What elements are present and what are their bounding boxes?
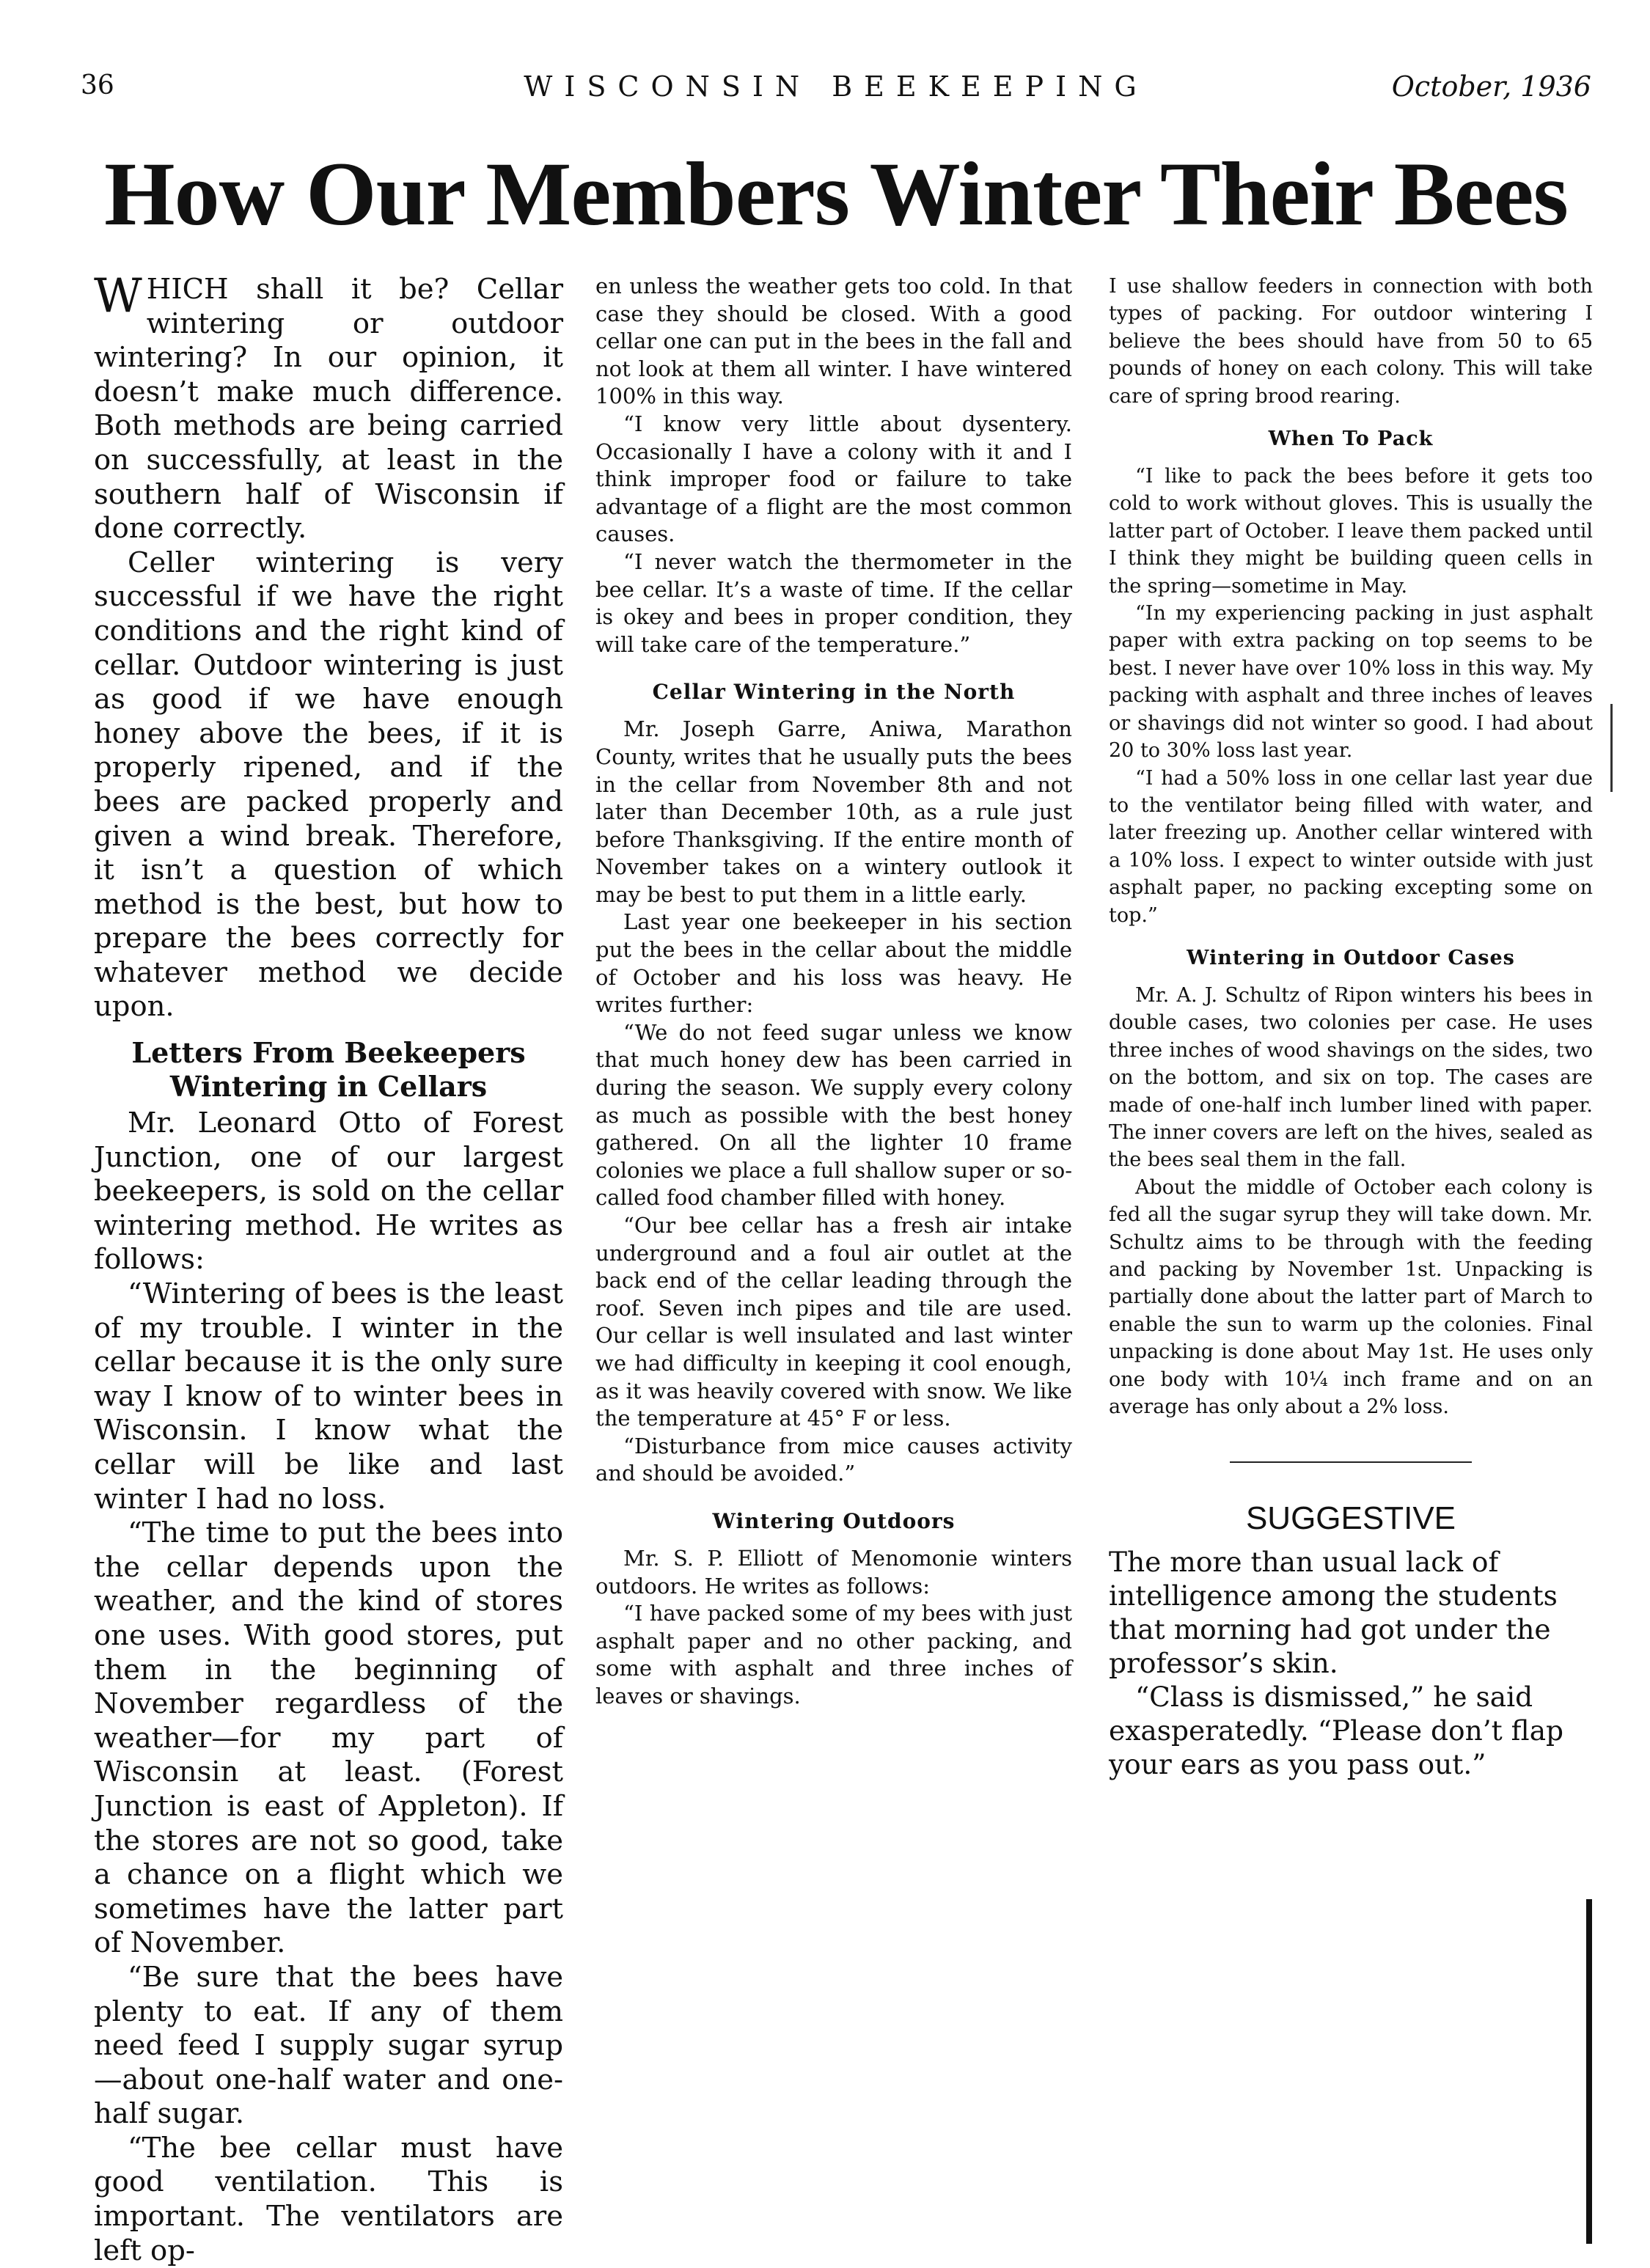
paragraph: “Our bee cellar has a fresh air intake underground and a foul air outlet at the back end of the cellar leading through the roof. Seven inch pipes and tile are used. Our cellar is well insulated and last winter we had difficulty in keeping it cool enough, as it was heavily covered with snow. We like the temperature at 45° F or less.: [595, 1213, 1072, 1431]
suggestive-box: [1109, 1500, 1593, 1781]
margin-mark: [1610, 704, 1613, 792]
paragraph: “I know very little about dysentery. Occasionally I have a colony with it and I think improper food or failure to take advantage of a flight are the most common causes.: [595, 411, 1072, 547]
paragraph: I use shallow feeders in connection with both types of packing. For outdoor wintering I believe the bees should have from 50 to 65 pounds of honey on each colony. This will take care of spring brood rearing.: [1109, 275, 1593, 408]
paragraph: Mr. Leonard Otto of Forest Junction, one of our largest beekeepers, is sold on the cellar wintering method. He writes as follows:: [94, 1107, 563, 1277]
paragraph: “Disturbance from mice causes activity and should be avoided.”: [595, 1433, 1072, 1486]
paragraph: “In my experiencing packing in just asphalt paper with extra packing on top seems to be best. I never have over 10% loss in this way. My packing with asphalt and three inches of leaves or shavings did not winter so good. I had about 20 to 30% loss last year.: [1109, 602, 1593, 763]
intro-text: HICH shall it be? Cellar wintering or outdoor wintering? In our opinion, it doesn’t make much difference. Both methods are being carried on successfully, at least in the southern half of Wisconsin if done correctly.: [94, 273, 563, 546]
paragraph: “Be sure that the bees have plenty to eat. If any of them need feed I supply sugar syrup —about one-half water and one-half sugar.: [94, 1960, 563, 2131]
suggestive-title: SUGGESTIVE: [1245, 1500, 1456, 1537]
paragraph: Mr. A. J. Schultz of Ripon winters his bees in double cases, two colonies per case. He uses three inches of wood shavings on the sides, two on the bottom, and six on top. The cases are made of one-half inch lumber lined with paper. The inner covers are left on the hives, sealed as the bees seal them in the fall.: [1109, 983, 1593, 1172]
paragraph: “I have packed some of my bees with just asphalt paper and no other packing, and some with asphalt and three inches of leaves or shavings.: [595, 1601, 1072, 1709]
paragraph: Celler wintering is very successful if we have the right conditions and the right kind of cellar. Outdoor wintering is just as good if we have enough honey above the bees, if it is properly ripened, and if the bees are packed properly and given a wind break. Therefore, it isn’t a question of which method is the best, but how to prepare the bees correctly for whatever method we decide upon.: [94, 546, 563, 1024]
column-3: [1109, 273, 1593, 1781]
article-headline: How Our Members Winter Their Bees: [104, 144, 1568, 244]
paragraph: “The bee cellar must have good ventilation. This is important. The ventilators are left op-: [94, 2131, 563, 2267]
publication-title: WISCONSIN BEEKEEPING: [524, 70, 1148, 103]
section-heading-when-to-pack: When To Pack: [1268, 427, 1434, 451]
page-header: [81, 70, 1591, 122]
section-heading-outdoor-cases: Wintering in Outdoor Cases: [1187, 946, 1515, 969]
paragraph: Mr. Joseph Garre, Aniwa, Marathon County, writes that he usually puts the bees in the cellar from November 8th and not later than December 10th, as a rule just before Thanksgiving. If the entire month of November takes on a wintery outlook it may be best to put them in a little early.: [595, 716, 1072, 907]
column-2: [595, 273, 1072, 1711]
paragraph: “I never watch the thermometer in the bee cellar. It’s a waste of time. If the cellar is okey and bees in proper condition, they will take care of the temperature.”: [595, 548, 1072, 657]
paragraph: “I like to pack the bees before it gets too cold to work without gloves. This is usually the latter part of October. I leave them packed until I think they might be building queen cells in the spring—sometime in May.: [1109, 465, 1593, 598]
paragraph: Last year one beekeeper in his section put the bees in the cellar about the middle of October and his loss was heavy. He writes further:: [595, 909, 1072, 1018]
issue-date: October, 1936: [1391, 70, 1591, 103]
page-number: 36: [81, 70, 114, 100]
intro-paragraph: [94, 269, 563, 546]
paragraph: “We do not feed sugar unless we know that much honey dew has been carried in during the season. We supply every colony as much as possible with the best honey gathered. On all the lighter 10 frame colonies we place a full shallow super or so-called food chamber filled with honey.: [595, 1019, 1072, 1211]
margin-bar: [1586, 1899, 1592, 2244]
section-heading-cellars: Letters From Beekeepers Wintering in Cellars: [131, 1036, 526, 1104]
drop-cap: W: [94, 269, 142, 323]
paragraph: “The time to put the bees into the cellar depends upon the weather, and the kind of stores one uses. With good stores, put them in the beginning of November regardless of the weather—for my part of Wisconsin at least. (Forest Junction is east of Appleton). If the stores are not so good, take a chance on a flight which we sometimes have the latter part of November.: [94, 1516, 563, 1960]
column-1: [94, 269, 563, 2268]
divider-rule: [1230, 1461, 1472, 1463]
paragraph: “I had a 50% loss in one cellar last year due to the ventilator being filled with water, and later freezing up. Another cellar wintered with a 10% loss. I expect to winter outside with just asphalt paper, no packing excepting some on top.”: [1109, 766, 1593, 927]
paragraph: Mr. S. P. Elliott of Menomonie winters outdoors. He writes as follows:: [595, 1545, 1072, 1599]
paragraph: en unless the weather gets too cold. In that case they should be closed. With a good cellar one can put in the bees in the fall and not look at them all winter. I have wintered 100% in this way.: [595, 274, 1072, 409]
paragraph: “Wintering of bees is the least of my trouble. I winter in the cellar because it is the only sure way I know of to winter bees in Wisconsin. I know what the cellar will be like and last winter I had no loss.: [94, 1277, 563, 1516]
suggestive-paragraph: “Class is dismissed,” he said exasperatedly. “Please don’t flap your ears as you pass out.”: [1109, 1681, 1564, 1781]
paragraph: About the middle of October each colony is fed all the sugar syrup they will take down. Mr. Schultz aims to be through with the feeding and packing by November 1st. Unpacking is partially done about the latter part of March to enable the sun to warm up the colonies. Final unpacking is done about May 1st. He uses only one body with 10¼ inch frame and on an average has only about a 2% loss.: [1109, 1175, 1593, 1419]
suggestive-paragraph: The more than usual lack of intelligence among the students that morning had got under the professor’s skin.: [1109, 1546, 1558, 1680]
section-heading-outdoors: Wintering Outdoors: [712, 1508, 956, 1533]
section-heading-north: Cellar Wintering in the North: [652, 680, 1016, 705]
